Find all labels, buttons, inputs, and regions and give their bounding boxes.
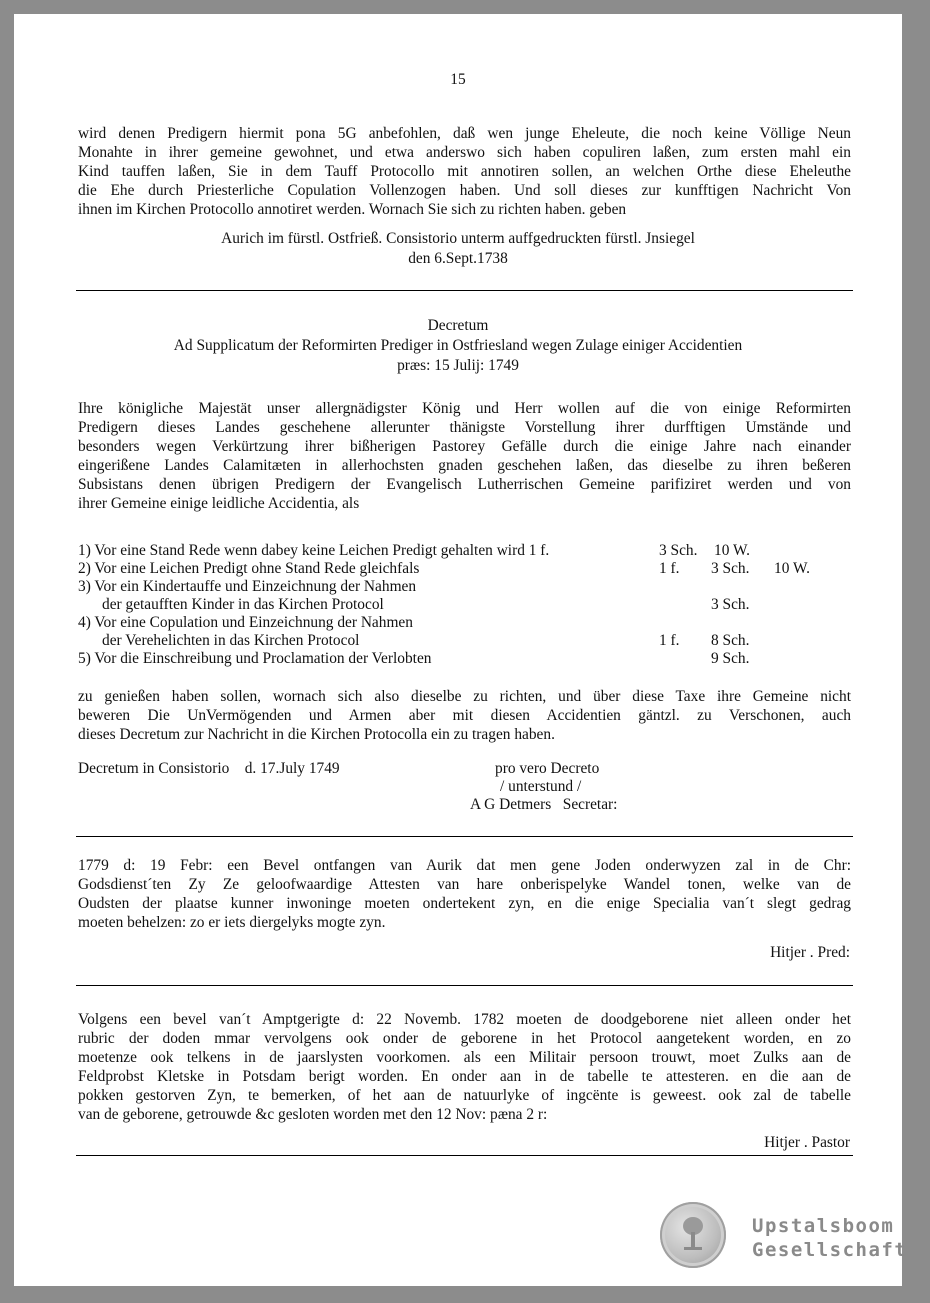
text-line: rubric der doden mmar vervolgens ook onder de geborene in het Protocol aangetekent worden, en zo <box>78 1030 851 1047</box>
section-divider <box>76 985 853 986</box>
document-page <box>14 14 908 1286</box>
text-line: 1779 d: 19 Febr: een Bevel ontfangen van Aurik dat men gene Joden onderwyzen zal in de Chr: <box>78 857 851 874</box>
section-divider <box>76 836 853 837</box>
decree-1749-outro <box>78 687 851 744</box>
fee-sch: 3 Sch. <box>659 542 698 559</box>
text-line: pokken gestorven Zyn, te bemerken, of het aan de natuurlyke of ingcënte is geweest. ook zal de tabelle <box>78 1087 851 1104</box>
text-line: ihrer Gemeine einige leidliche Accidentia, als <box>78 495 360 512</box>
fee-sch: 8 Sch. <box>711 632 750 649</box>
fee-sch: 3 Sch. <box>711 560 750 577</box>
section-divider <box>76 1155 853 1156</box>
text-line: wird denen Predigern hiermit pona 5G anbefohlen, daß wen junge Eheleute, die noch keine Völlige Neun <box>78 125 851 142</box>
decree-1738-place: Aurich im fürstl. Ostfrieß. Consistorio unterm auffgedruckten fürstl. Jnsiegel <box>221 230 695 247</box>
text-line: Monahte in ihrer gemeine gewohnet, und etwa anderswo sich haben copuliren laßen, zum ersten mahl ein <box>78 144 851 161</box>
text-line: moeten behelzen: zo er iets diergelyks mogte zyn. <box>78 914 386 931</box>
fee-item: 5) Vor die Einschreibung und Proclamation der Verlobten <box>78 650 432 667</box>
section-divider <box>76 290 853 291</box>
fee-sch: 9 Sch. <box>711 650 750 667</box>
fee-item: der Verehelichten in das Kirchen Protocol <box>102 632 360 649</box>
text-line: eingerißene Landes Calamitæten in allerhochsten gnaden geschehen laßen, das dieselbe zu ihren beßeren <box>78 457 851 474</box>
text-line: die Ehe durch Priesterliche Copulation Vollenzogen haben. Und soll dieses zur kunfftigen Nachricht Von <box>78 182 851 199</box>
fee-item: 1) Vor eine Stand Rede wenn dabey keine Leichen Predigt gehalten wird 1 f. <box>78 542 550 559</box>
decree-signature-line-3: A G Detmers Secretar: <box>470 796 618 813</box>
brand-line-2: Gesellschaft <box>752 1239 908 1261</box>
text-line: besonders wegen Verkürtzung ihrer bißherigen Pastorey Gefälle durch die einige Jahre nach einander <box>78 438 851 455</box>
tree-icon <box>681 1216 705 1252</box>
fee-w: 10 W. <box>714 542 750 559</box>
decree-signature-place-date: Decretum in Consistorio d. 17.July 1749 <box>78 760 340 777</box>
upstalsboom-seal-icon <box>660 1202 726 1268</box>
bevel-1779-signature: Hitjer . Pred: <box>770 944 850 961</box>
brand-line-1: Upstalsboom <box>752 1215 895 1237</box>
decree-1749-intro <box>78 399 851 513</box>
text-line: ihnen im Kirchen Protocollo annotiret werden. Wornach Sie sich zu richten haben. geben <box>78 201 627 218</box>
text-line: dieses Decretum zur Nachricht in die Kirchen Protocolla ein zu tragen haben. <box>78 726 555 743</box>
decree-title: Decretum <box>427 317 489 334</box>
fee-item: 2) Vor eine Leichen Predigt ohne Stand Rede gleichfals <box>78 560 420 577</box>
bevel-1779-text <box>78 856 851 932</box>
fee-item: 4) Vor eine Copulation und Einzeichnung der Nahmen <box>78 614 413 631</box>
decree-signature-line-2: / unterstund / <box>500 778 582 795</box>
text-line: Volgens een bevel van´t Amptgerigte d: 22 Novemb. 1782 moeten de doodgeborene niet alleen onder het <box>78 1011 851 1028</box>
decree-1738-text <box>78 124 851 219</box>
page-number: 15 <box>450 71 466 88</box>
fee-f: 1 f. <box>659 632 680 649</box>
bevel-1782-signature: Hitjer . Pastor <box>764 1134 850 1151</box>
fee-sch: 3 Sch. <box>711 596 750 613</box>
fee-item: der getaufften Kinder in das Kirchen Protocol <box>102 596 384 613</box>
text-line: beweren Die UnVermögenden und Armen aber mit diesen Accidentien gäntzl. zu Verschonen, auch <box>78 707 851 724</box>
decree-presented-date: præs: 15 Julij: 1749 <box>397 357 519 374</box>
text-line: Subsistans denen übrigen Predigern der Evangelisch Lutherrischen Gemeine parifiziret werden und von <box>78 476 851 493</box>
bevel-1782-text <box>78 1010 851 1124</box>
text-line: Feldprobst Kletske in Potsdam berigt worden. En onder aan in de tabelle te attesteren. en die aan de <box>78 1068 851 1085</box>
text-line: Godsdienst´ten Zy Ze geloofwaardige Attesten van hare onberispelyke Wandel tonen, welke van de <box>78 876 851 893</box>
fee-f: 1 f. <box>659 560 680 577</box>
decree-1738-date: den 6.Sept.1738 <box>408 250 508 267</box>
fee-w: 10 W. <box>774 560 810 577</box>
text-line: Oudsten der plaatse kunner inwoninge moeten ondertekent zyn, en die enige Specialia van´t slegt gedrag <box>78 895 851 912</box>
text-line: zu genießen haben sollen, wornach sich also dieselbe zu richten, und über diese Taxe ihre Gemeine nicht <box>78 688 851 705</box>
text-line: moetenze ook telkens in de jaarslysten voorkomen. als een Militair persoon trouwt, moet Zulks aan de <box>78 1049 851 1066</box>
decree-subtitle: Ad Supplicatum der Reformirten Prediger in Ostfriesland wegen Zulage einiger Accidentien <box>173 337 743 354</box>
upstalsboom-wordmark <box>752 1214 907 1262</box>
text-line: Kind tauffen laßen, Sie in dem Tauff Protocollo mit annotiren sollen, an welchen Orthe diese Eheleuthe <box>78 163 851 180</box>
text-line: Predigern dieses Landes geschehene allerunter thänigste Vorstellung ihrer durfftigen Umstände und <box>78 419 851 436</box>
decree-signature-line-1: pro vero Decreto <box>495 760 600 777</box>
fee-item: 3) Vor ein Kindertauffe und Einzeichnung der Nahmen <box>78 578 417 595</box>
text-line: van de geborene, getrouwde &c gesloten worden met den 12 Nov: pæna 2 r: <box>78 1106 548 1123</box>
text-line: Ihre königliche Majestät unser allergnädigster König und Herr wollen auf die von einige Reformirten <box>78 400 851 417</box>
